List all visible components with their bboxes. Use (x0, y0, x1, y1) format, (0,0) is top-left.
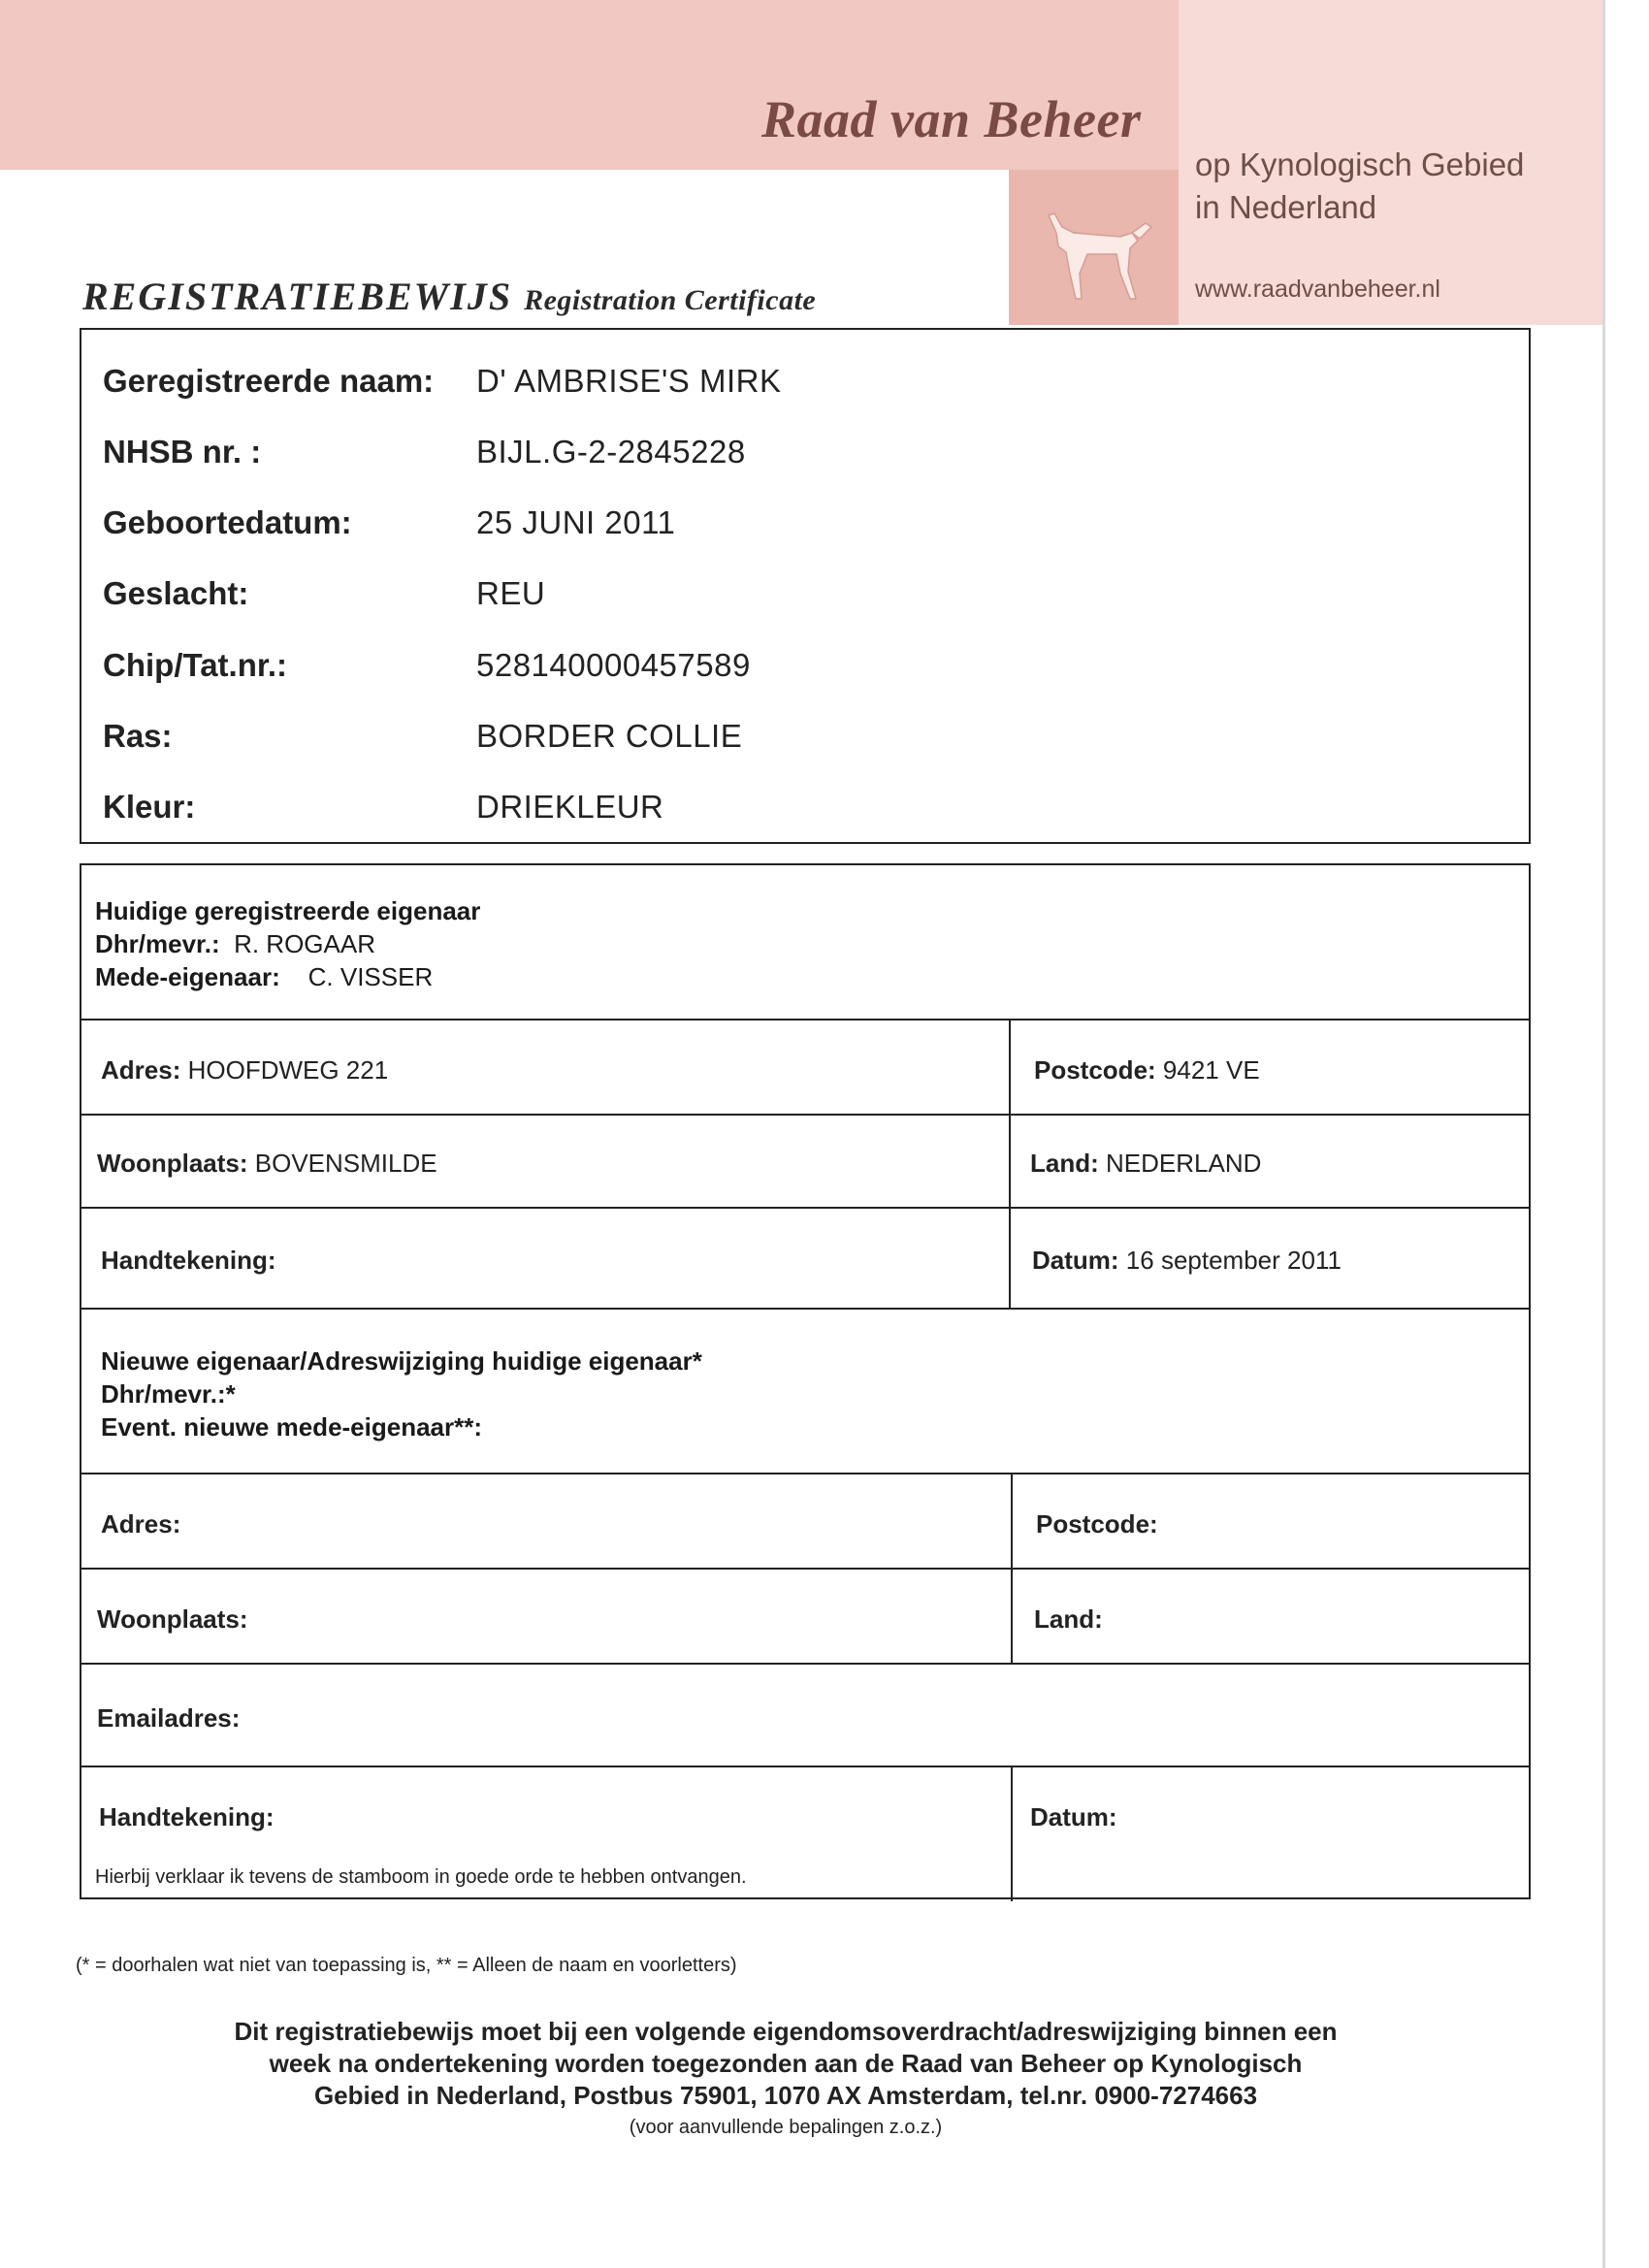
footer-notice-line: Gebied in Nederland, Postbus 75901, 1070 AX Amsterdam, tel.nr. 0900-7274663 (313, 2081, 1258, 2110)
new-country-label: Land: (1034, 1604, 1103, 1634)
declaration-text: Hierbij verklaar ik tevens de stamboom in goede orde te hebben ontvangen. (95, 1866, 747, 1888)
dog-row-value: BORDER COLLIE (476, 718, 743, 754)
new-owner-header (101, 1345, 702, 1443)
country-label: Land: (1030, 1149, 1099, 1178)
dog-row-label: Ras: (103, 718, 173, 754)
new-postcode-label: Postcode: (1036, 1509, 1158, 1539)
date-label: Datum: (1032, 1246, 1119, 1275)
new-date-label: Datum: (1030, 1802, 1117, 1831)
divider (81, 1663, 1529, 1665)
dog-row-value: BIJL.G-2-2845228 (476, 434, 746, 470)
signature-label: Handtekening: (101, 1246, 276, 1275)
dog-icon (1023, 194, 1159, 310)
address-value: HOOFDWEG 221 (187, 1055, 389, 1085)
column-divider (1009, 1019, 1011, 1308)
divider (81, 1308, 1529, 1310)
city-field (97, 1149, 437, 1179)
footer-notice-line: week na ondertekening worden toegezonden aan de Raad van Beheer op Kynologisch (269, 2049, 1303, 2078)
new-email-label: Emailadres: (97, 1703, 241, 1733)
column-divider (1011, 1473, 1013, 1663)
footer-notice-line: Dit registratiebewijs moet bij een volgende eigendomsoverdracht/adreswijziging binnen een (234, 2017, 1338, 2046)
scan-edge (1602, 0, 1605, 2268)
dog-row-label: NHSB nr. : (103, 434, 262, 470)
address-label: Adres: (101, 1055, 181, 1085)
country-field (1030, 1149, 1261, 1179)
current-owner-co-value: C. VISSER (307, 962, 434, 991)
date-field (1032, 1246, 1342, 1276)
divider (81, 1766, 1529, 1767)
brand-subtitle-line2: in Nederland (1195, 189, 1377, 225)
new-owner-co-label: Event. nieuwe mede-eigenaar**: (101, 1412, 483, 1442)
brand-url: www.raadvanbeheer.nl (1195, 275, 1440, 303)
new-signature-label: Handtekening: (99, 1802, 275, 1831)
brand-title: Raad van Beheer (761, 90, 1142, 148)
new-owner-name-label: Dhr/mevr.:* (101, 1379, 236, 1409)
country-value: NEDERLAND (1106, 1149, 1262, 1178)
postcode-field (1034, 1055, 1260, 1085)
address-field (101, 1055, 388, 1085)
brand-subtitle (1195, 144, 1524, 229)
new-city-label: Woonplaats: (97, 1604, 248, 1634)
dog-row-label: Kleur: (103, 789, 196, 825)
current-owner-name-value: R. ROGAAR (234, 929, 375, 958)
brand-subtitle-line1: op Kynologisch Gebied (1195, 146, 1525, 182)
dog-row-label: Chip/Tat.nr.: (103, 647, 288, 683)
current-owner-heading: Huidige geregistreerde eigenaar (95, 896, 481, 925)
dog-row-value: REU (476, 575, 546, 611)
divider (81, 1568, 1529, 1570)
dog-row-value: 25 JUNI 2011 (476, 504, 676, 540)
dog-row-label: Geboortedatum: (103, 504, 352, 540)
dog-row-value: 528140000457589 (476, 647, 751, 683)
dog-row-label: Geregistreerde naam: (103, 363, 435, 399)
dog-row-label: Geslacht: (103, 575, 249, 611)
divider (81, 1114, 1529, 1116)
postcode-value: 9421 VE (1162, 1055, 1260, 1085)
certificate-title (82, 274, 816, 319)
new-address-label: Adres: (101, 1509, 181, 1539)
owner-table (80, 863, 1531, 1899)
dog-row-value: DRIEKLEUR (476, 789, 664, 825)
date-value: 16 september 2011 (1125, 1246, 1342, 1275)
certificate-title-nl: REGISTRATIEBEWIJS (82, 275, 513, 318)
city-value: BOVENSMILDE (254, 1149, 437, 1178)
dog-details-box (80, 328, 1531, 844)
certificate-title-en: Registration Certificate (524, 284, 817, 316)
current-owner-co-row (95, 960, 480, 993)
city-label: Woonplaats: (97, 1149, 248, 1178)
current-owner-name-row (95, 927, 480, 960)
footer-notice (155, 2016, 1416, 2112)
new-owner-heading: Nieuwe eigenaar/Adreswijziging huidige eigenaar* (101, 1346, 702, 1376)
postcode-label: Postcode: (1034, 1055, 1156, 1085)
divider (81, 1207, 1529, 1209)
current-owner-header (95, 894, 480, 993)
footer-small-note: (voor aanvullende bepalingen z.o.z.) (629, 2117, 943, 2138)
column-divider (1011, 1766, 1013, 1901)
current-owner-co-label: Mede-eigenaar: (95, 962, 280, 991)
current-owner-name-label: Dhr/mevr.: (95, 929, 220, 958)
dog-row-value: D' AMBRISE'S MIRK (476, 363, 782, 399)
divider (81, 1473, 1529, 1474)
divider (81, 1019, 1529, 1021)
footnote: (* = doorhalen wat niet van toepassing is, ** = Alleen de naam en voorletters) (76, 1955, 737, 1976)
